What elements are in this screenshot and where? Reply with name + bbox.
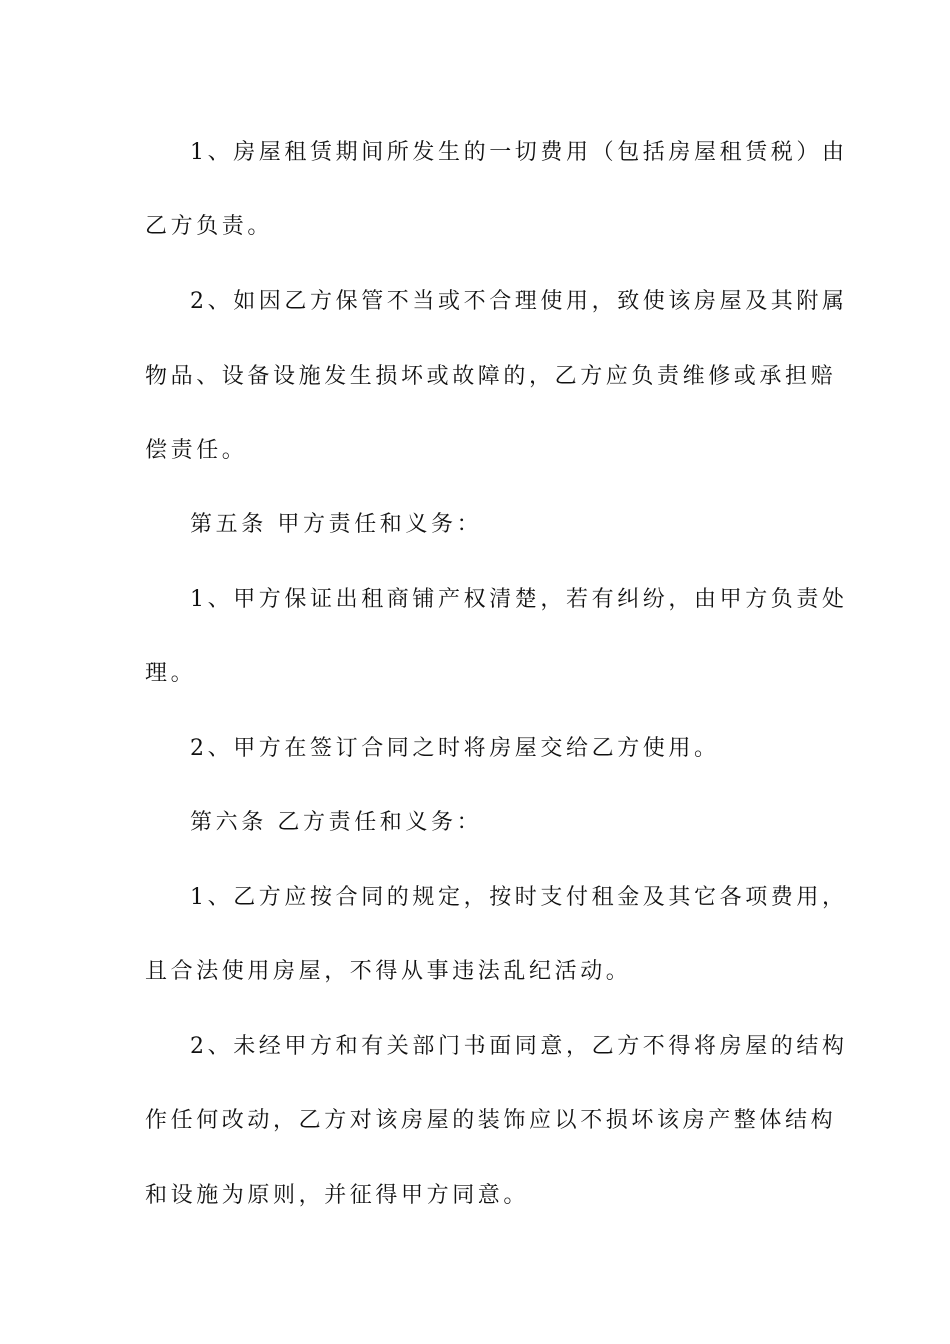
paragraph-line: 2、如因乙方保管不当或不合理使用，致使该房屋及其附属 bbox=[190, 289, 848, 314]
paragraph-line: 且合法使用房屋，不得从事违法乱纪活动。 bbox=[145, 959, 632, 984]
paragraph-line: 和设施为原则，并征得甲方同意。 bbox=[145, 1183, 530, 1208]
paragraph-line: 2、未经甲方和有关部门书面同意，乙方不得将房屋的结构 bbox=[190, 1034, 848, 1059]
section-heading: 第五条 甲方责任和义务： bbox=[190, 512, 483, 537]
paragraph-line: 理。 bbox=[145, 661, 197, 686]
paragraph-line: 乙方负责。 bbox=[145, 214, 274, 239]
paragraph-line: 1、甲方保证出租商铺产权清楚，若有纠纷，由甲方负责处 bbox=[190, 587, 848, 612]
paragraph-line: 1、乙方应按合同的规定，按时支付租金及其它各项费用， bbox=[190, 885, 848, 910]
paragraph-line: 1、房屋租赁期间所发生的一切费用（包括房屋租赁税）由 bbox=[190, 140, 848, 165]
paragraph-line: 作任何改动，乙方对该房屋的装饰应以不损坏该房产整体结构 bbox=[145, 1108, 837, 1133]
section-heading: 第六条 乙方责任和义务： bbox=[190, 810, 483, 835]
paragraph-line: 偿责任。 bbox=[145, 438, 248, 463]
paragraph-line: 物品、设备设施发生损坏或故障的，乙方应负责维修或承担赔 bbox=[145, 364, 837, 389]
paragraph-line: 2、甲方在签订合同之时将房屋交给乙方使用。 bbox=[190, 736, 720, 761]
